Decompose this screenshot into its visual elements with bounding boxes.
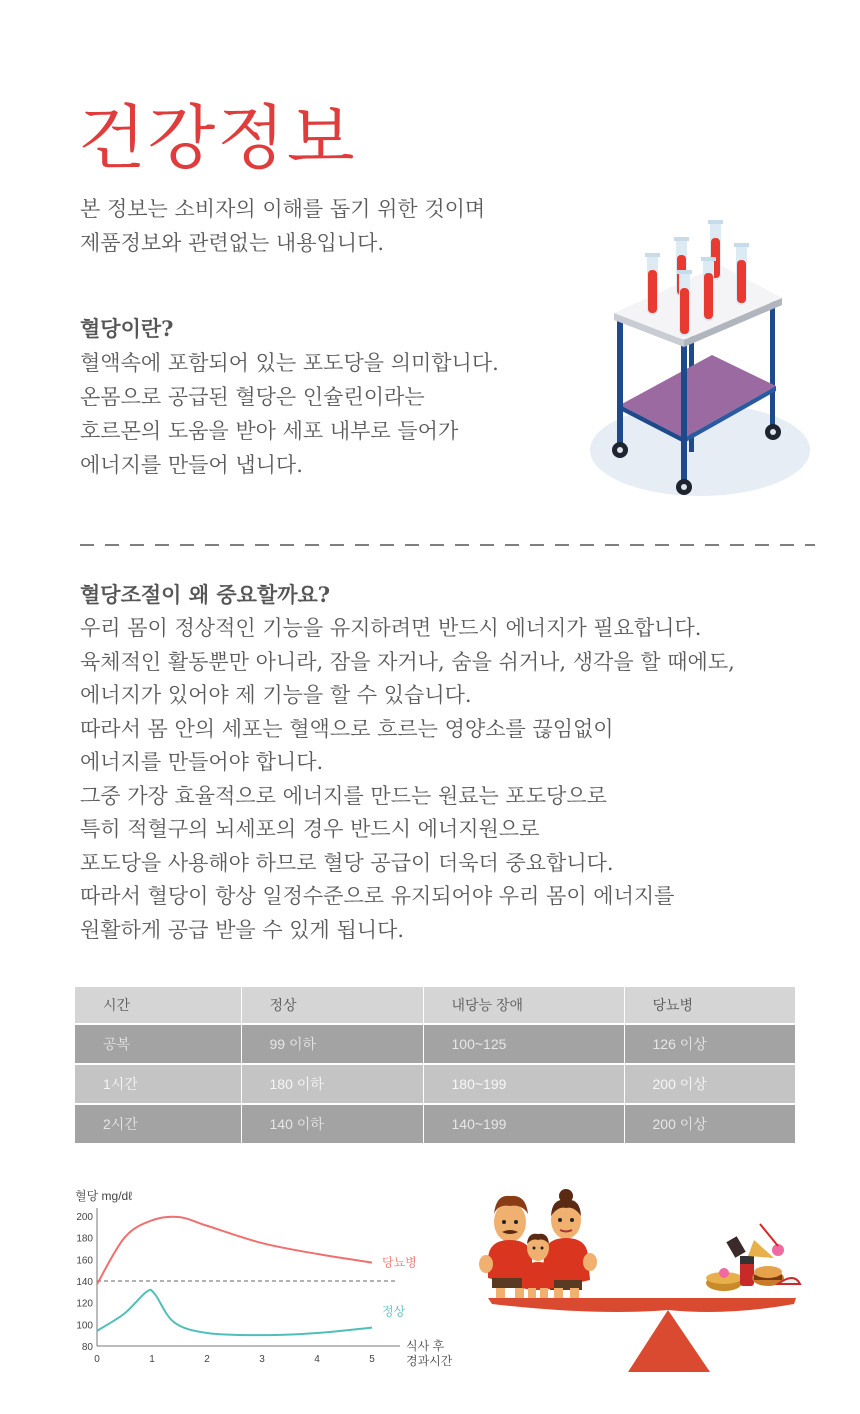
section-line: 포도당을 사용해야 하므로 혈당 공급이 더욱더 중요합니다.	[80, 850, 614, 875]
blood-sugar-table	[75, 987, 795, 1143]
table-cell: 공복	[75, 1024, 241, 1064]
blood-sugar-definition	[80, 312, 499, 482]
y-tick-label: 200	[76, 1212, 93, 1223]
x-tick-label: 4	[314, 1354, 320, 1365]
table-cell: 2시간	[75, 1104, 241, 1143]
section-line: 온몸으로 공급된 혈당은 인슐린이라는	[80, 385, 425, 409]
family-food-scale-icon	[478, 1180, 808, 1384]
section-line: 그중 가장 효율적으로 에너지를 만드는 원료는 포도당으로	[80, 783, 607, 808]
table-cell: 1시간	[75, 1064, 241, 1104]
y-tick-label: 120	[76, 1298, 93, 1310]
x-tick-label: 3	[259, 1354, 265, 1365]
dashed-divider	[80, 535, 815, 555]
series-line	[97, 1217, 372, 1285]
section-line: 특히 적혈구의 뇌세포의 경우 반드시 에너지원으로	[80, 817, 540, 841]
x-tick-label: 5	[369, 1354, 375, 1365]
table-cell: 200 이상	[624, 1104, 795, 1143]
series-label: 정상	[382, 1304, 406, 1319]
section-line: 호르몬의 도움을 받아 세포 내부로 들어가	[80, 419, 459, 443]
why-important-section	[80, 578, 735, 947]
intro-line: 제품정보와 관련없는 내용입니다.	[80, 231, 385, 255]
blood-sugar-chart	[70, 1180, 470, 1380]
table-cell: 126 이상	[624, 1024, 795, 1064]
chart-xlabel: 식사 후	[406, 1339, 445, 1353]
intro-line: 본 정보는 소비자의 이해를 돕기 위한 것이며	[80, 197, 486, 221]
section-line: 에너지가 있어야 제 기능을 할 수 있습니다.	[80, 683, 472, 707]
table-cell: 200 이상	[624, 1064, 795, 1104]
section-line: 육체적인 활동뿐만 아니라, 잠을 자거나, 숨을 쉬거나, 생각을 할 때에도,	[80, 649, 735, 674]
x-tick-label: 2	[204, 1354, 210, 1365]
page-title: 건강정보	[78, 97, 357, 179]
table-row	[75, 1104, 795, 1143]
section-line: 원활하게 공급 받을 수 있게 됩니다.	[80, 917, 405, 942]
table-row	[75, 1024, 795, 1064]
series-label: 당뇨병	[382, 1255, 417, 1270]
y-tick-label: 140	[76, 1277, 93, 1288]
table-cell: 100~125	[423, 1024, 624, 1064]
table-header-cell: 정상	[241, 987, 423, 1024]
y-tick-label: 100	[76, 1320, 93, 1332]
section-heading: 혈당조절이 왜 중요할까요?	[80, 582, 331, 607]
x-tick-label: 1	[149, 1354, 155, 1365]
chart-xlabel: 경과시간	[406, 1354, 453, 1368]
section-line: 에너지를 만들어야 합니다.	[80, 750, 324, 774]
table-cell: 180~199	[423, 1064, 624, 1104]
table-row	[75, 1064, 795, 1104]
section-line: 따라서 몸 안의 세포는 혈액으로 흐르는 영양소를 끊임없이	[80, 716, 614, 741]
section-line: 따라서 혈당이 항상 일정수준으로 유지되어야 우리 몸이 에너지를	[80, 884, 675, 908]
section-line: 에너지를 만들어 냅니다.	[80, 453, 303, 477]
table-header-cell: 시간	[75, 987, 241, 1024]
series-line	[97, 1290, 372, 1335]
table-cell: 180 이하	[241, 1064, 423, 1104]
table-cell: 99 이하	[241, 1024, 423, 1064]
section-heading: 혈당이란?	[80, 316, 174, 341]
table-header-row	[75, 987, 795, 1024]
chart-ylabel: 혈당 mg/dℓ	[75, 1189, 133, 1203]
table-header-cell: 당뇨병	[624, 987, 795, 1024]
table-cell: 140 이하	[241, 1104, 423, 1143]
x-tick-label: 0	[94, 1354, 100, 1365]
y-tick-label: 80	[81, 1342, 93, 1353]
section-line: 혈액속에 포함되어 있는 포도당을 의미합니다.	[80, 351, 499, 375]
y-tick-label: 160	[76, 1255, 93, 1267]
y-tick-label: 180	[76, 1233, 93, 1245]
section-line: 우리 몸이 정상적인 기능을 유지하려면 반드시 에너지가 필요합니다.	[80, 616, 702, 640]
test-tube-cart-icon	[590, 210, 825, 514]
table-header-cell: 내당능 장애	[423, 987, 624, 1024]
table-cell: 140~199	[423, 1104, 624, 1143]
intro-text	[80, 192, 485, 260]
